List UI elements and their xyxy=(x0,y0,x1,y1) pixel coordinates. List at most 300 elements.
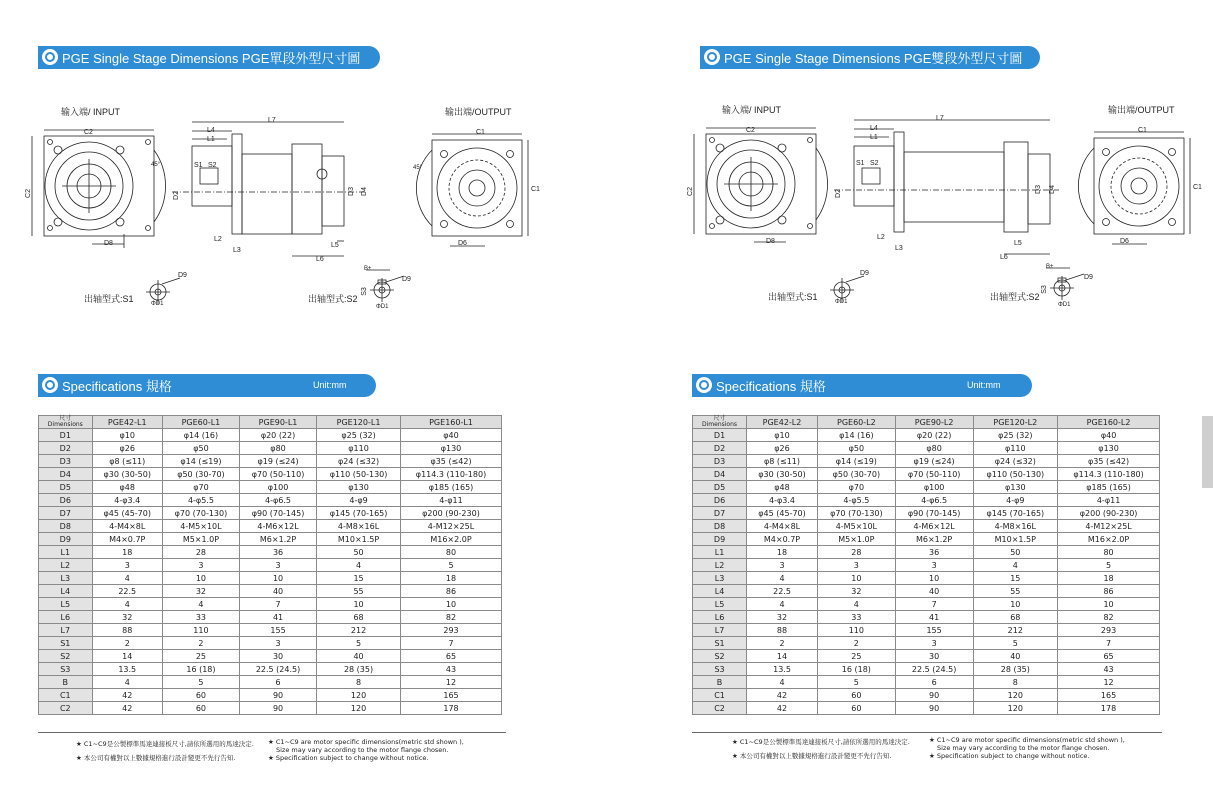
table-cell: 12 xyxy=(401,676,502,689)
table-cell: φ10 xyxy=(747,429,818,442)
dim-l4: L4 xyxy=(207,127,215,134)
table-row xyxy=(39,611,502,624)
table-cell: 42 xyxy=(92,689,162,702)
table-cell: 120 xyxy=(317,689,401,702)
dim-l3: L3 xyxy=(233,247,241,254)
row-header: D7 xyxy=(693,507,747,520)
row-header: L3 xyxy=(39,572,93,585)
note-en-1: ★ C1~C9 are motor specific dimensions(metric std shown ), xyxy=(268,738,464,746)
table-cell: 43 xyxy=(401,663,502,676)
specs-banner xyxy=(38,374,376,397)
table-cell: φ25 (32) xyxy=(973,429,1058,442)
row-header: L5 xyxy=(39,598,93,611)
table-cell: φ145 (70-165) xyxy=(973,507,1058,520)
table-cell: 5 xyxy=(817,676,895,689)
table-cell: 41 xyxy=(895,611,973,624)
table-cell: 28 (35) xyxy=(317,663,401,676)
table-cell: 40 xyxy=(973,650,1058,663)
table-cell: φ25 (32) xyxy=(317,429,401,442)
table-cell: 55 xyxy=(973,585,1058,598)
table-cell: 3 xyxy=(747,559,818,572)
table-cell: 4-φ6.5 xyxy=(895,494,973,507)
dim-l2: L2 xyxy=(214,236,222,243)
table-corner-cell xyxy=(39,416,93,429)
dim-c1-top: C1 xyxy=(476,129,485,136)
table-cell: 4-φ3.4 xyxy=(747,494,818,507)
table-cell: 165 xyxy=(401,689,502,702)
table-cell: φ114.3 (110-180) xyxy=(1058,468,1160,481)
table-cell: 155 xyxy=(239,624,316,637)
shaft-s2-label: 出轴型式:S2 xyxy=(308,294,358,304)
table-cell: φ110 xyxy=(317,442,401,455)
side-view-drawing xyxy=(172,116,372,266)
table-cell: φ14 (≤19) xyxy=(162,455,239,468)
page-edge-tab xyxy=(1202,416,1213,488)
table-cell: φ30 (30-50) xyxy=(747,468,818,481)
note-en-2: ★ Specification subject to change without notice. xyxy=(268,754,429,762)
dim-d3: D3 xyxy=(347,187,355,196)
table-cell: 90 xyxy=(239,702,316,715)
table-row xyxy=(39,494,502,507)
table-row xyxy=(39,520,502,533)
table-cell: 7 xyxy=(895,598,973,611)
dim-l7: L7 xyxy=(268,117,276,124)
table-row xyxy=(693,468,1160,481)
table-cell: M4×0.7P xyxy=(747,533,818,546)
table-row xyxy=(693,455,1160,468)
table-cell: 4-M4×8L xyxy=(747,520,818,533)
table-cell: φ8 (≤11) xyxy=(92,455,162,468)
table-row xyxy=(39,598,502,611)
table-cell: 4-M5×10L xyxy=(817,520,895,533)
output-flange-drawing xyxy=(1072,128,1202,253)
table-cell: 293 xyxy=(401,624,502,637)
table-row xyxy=(39,481,502,494)
table-cell: φ14 (16) xyxy=(817,429,895,442)
table-cell: 32 xyxy=(162,585,239,598)
dim-l6: L6 xyxy=(1000,254,1008,261)
row-header: D3 xyxy=(693,455,747,468)
table-cell: φ8 (≤11) xyxy=(747,455,818,468)
table-cell: φ70 (70-130) xyxy=(817,507,895,520)
table-cell: 22.5 xyxy=(747,585,818,598)
table-cell: φ50 xyxy=(162,442,239,455)
table-cell: 40 xyxy=(239,585,316,598)
table-cell: φ110 (50-130) xyxy=(973,468,1058,481)
table-row xyxy=(39,650,502,663)
table-cell: 33 xyxy=(817,611,895,624)
table-cell: 40 xyxy=(317,650,401,663)
dim-b-s2: B± xyxy=(1046,264,1054,270)
table-cell: 4 xyxy=(92,572,162,585)
table-cell: 16 (18) xyxy=(817,663,895,676)
row-header: C1 xyxy=(39,689,93,702)
note-en-1: ★ C1~C9 are motor specific dimensions(metric std shown ), xyxy=(929,736,1125,744)
table-cell: 178 xyxy=(1058,702,1160,715)
dim-c1-side: C1 xyxy=(1193,184,1202,191)
table-cell: φ70 xyxy=(162,481,239,494)
row-header: D2 xyxy=(693,442,747,455)
table-row xyxy=(39,533,502,546)
note-cn-2: ★ 本公司有權對以上數據規格進行設計變更不先行告知. xyxy=(732,752,892,760)
bullet-icon xyxy=(42,49,58,65)
dim-c1-top: C1 xyxy=(1138,127,1147,134)
output-label: 输出端/OUTPUT xyxy=(445,107,512,117)
table-cell: 43 xyxy=(1058,663,1160,676)
table-cell: 4-M8×16L xyxy=(317,520,401,533)
table-cell: M10×1.5P xyxy=(317,533,401,546)
row-header: B xyxy=(693,676,747,689)
table-cell: 60 xyxy=(817,689,895,702)
table-cell: 42 xyxy=(747,702,818,715)
table-cell: 5 xyxy=(401,559,502,572)
table-cell: φ70 (50-110) xyxy=(895,468,973,481)
note-cn-1: ★ C1~C9是公製標準馬達連接板尺寸,請依所選用的馬達決定. xyxy=(732,738,910,746)
dim-b-s2: B± xyxy=(364,266,372,272)
table-cell: 4-M6×12L xyxy=(895,520,973,533)
corner-label-cn: 尺寸 xyxy=(59,415,72,422)
table-cell: 4 xyxy=(973,559,1058,572)
bullet-icon xyxy=(704,49,720,65)
table-corner-cell xyxy=(693,416,747,429)
table-cell: φ130 xyxy=(973,481,1058,494)
table-cell: 2 xyxy=(747,637,818,650)
table-row xyxy=(39,559,502,572)
table-cell: 14 xyxy=(92,650,162,663)
table-cell: 25 xyxy=(817,650,895,663)
row-header: D5 xyxy=(693,481,747,494)
table-cell: 90 xyxy=(895,689,973,702)
table-cell: 4-M12×25L xyxy=(1058,520,1160,533)
dim-l3: L3 xyxy=(895,245,903,252)
column-header: PGE42-L1 xyxy=(92,416,162,429)
row-header: D3 xyxy=(39,455,93,468)
table-cell: 60 xyxy=(817,702,895,715)
dim-d8: D8 xyxy=(104,240,113,247)
table-cell: 16 (18) xyxy=(162,663,239,676)
table-cell: φ14 (16) xyxy=(162,429,239,442)
table-cell: 32 xyxy=(747,611,818,624)
dim-d4: D4 xyxy=(360,187,368,196)
dimensions-banner xyxy=(38,46,380,69)
table-cell: 42 xyxy=(747,689,818,702)
unit-label: Unit:mm xyxy=(967,380,1001,390)
row-header: D1 xyxy=(693,429,747,442)
table-cell: 82 xyxy=(401,611,502,624)
table-cell: φ100 xyxy=(239,481,316,494)
table-cell: φ35 (≤42) xyxy=(401,455,502,468)
row-header: L7 xyxy=(39,624,93,637)
note-en-1b: Size may vary according to the motor flange chosen. xyxy=(276,746,449,754)
dim-c1-side: C1 xyxy=(531,186,540,193)
table-row xyxy=(693,442,1160,455)
table-cell: 2 xyxy=(817,637,895,650)
table-cell: 293 xyxy=(1058,624,1160,637)
row-header: L6 xyxy=(693,611,747,624)
table-row xyxy=(39,585,502,598)
table-cell: φ30 (30-50) xyxy=(92,468,162,481)
table-header-row xyxy=(693,416,1160,429)
table-cell: M6×1.2P xyxy=(895,533,973,546)
table-cell: φ110 xyxy=(973,442,1058,455)
note-en-2: ★ Specification subject to change without notice. xyxy=(929,752,1090,760)
table-cell: 2 xyxy=(162,637,239,650)
table-row xyxy=(693,663,1160,676)
table-cell: 22.5 (24.5) xyxy=(895,663,973,676)
table-cell: 4-φ11 xyxy=(1058,494,1160,507)
row-header: C2 xyxy=(693,702,747,715)
table-cell: 12 xyxy=(1058,676,1160,689)
dim-d2: D2 xyxy=(834,189,842,198)
row-header: L4 xyxy=(39,585,93,598)
table-row xyxy=(693,481,1160,494)
dim-s3-s2: S3 xyxy=(360,287,368,296)
table-row xyxy=(39,702,502,715)
table-cell: φ48 xyxy=(92,481,162,494)
table-cell: φ24 (≤32) xyxy=(973,455,1058,468)
table-cell: 32 xyxy=(92,611,162,624)
table-cell: 10 xyxy=(239,572,316,585)
table-row xyxy=(693,585,1160,598)
row-header: D4 xyxy=(693,468,747,481)
table-cell: φ90 (70-145) xyxy=(895,507,973,520)
table-cell: 13.5 xyxy=(92,663,162,676)
table-cell: 10 xyxy=(973,598,1058,611)
table-cell: 120 xyxy=(973,689,1058,702)
dim-s1: S1 xyxy=(194,162,203,169)
dim-d8: D8 xyxy=(766,238,775,245)
table-cell: 110 xyxy=(817,624,895,637)
column-header: PGE90-L1 xyxy=(239,416,316,429)
table-cell: 4 xyxy=(747,572,818,585)
dimensions-banner xyxy=(700,46,1040,69)
dim-c2-top: C2 xyxy=(746,127,755,134)
table-row xyxy=(39,455,502,468)
table-cell: φ10 xyxy=(92,429,162,442)
divider xyxy=(38,732,506,733)
table-cell: φ24 (≤32) xyxy=(317,455,401,468)
table-row xyxy=(693,624,1160,637)
table-cell: 110 xyxy=(162,624,239,637)
table-cell: 86 xyxy=(1058,585,1160,598)
dim-l5: L5 xyxy=(1014,240,1022,247)
table-cell: 50 xyxy=(973,546,1058,559)
dim-c2-side: C2 xyxy=(24,189,32,198)
table-cell: M10×1.5P xyxy=(973,533,1058,546)
table-row xyxy=(39,624,502,637)
dim-45deg-out: 45° xyxy=(413,165,423,171)
table-cell: 13.5 xyxy=(747,663,818,676)
row-header: S2 xyxy=(693,650,747,663)
input-label: 输入端/ INPUT xyxy=(722,105,782,115)
table-cell: 4-φ3.4 xyxy=(92,494,162,507)
table-cell: 7 xyxy=(401,637,502,650)
dim-d9-s1: D9 xyxy=(178,272,187,279)
column-header: PGE120-L2 xyxy=(973,416,1058,429)
table-cell: 32 xyxy=(817,585,895,598)
dim-s3-s2: S3 xyxy=(1040,285,1048,294)
bullet-icon xyxy=(42,377,58,393)
column-header: PGE120-L1 xyxy=(317,416,401,429)
table-cell: 41 xyxy=(239,611,316,624)
row-header: L7 xyxy=(693,624,747,637)
table-cell: 10 xyxy=(1058,598,1160,611)
shaft-s1-label: 出轴型式:S1 xyxy=(768,292,818,302)
spec-table xyxy=(692,415,1160,715)
table-cell: φ185 (165) xyxy=(1058,481,1160,494)
table-cell: 2 xyxy=(92,637,162,650)
table-cell: M5×1.0P xyxy=(162,533,239,546)
column-header: PGE42-L2 xyxy=(747,416,818,429)
table-cell: M6×1.2P xyxy=(239,533,316,546)
row-header: D7 xyxy=(39,507,93,520)
table-cell: 88 xyxy=(92,624,162,637)
dim-d9-s1: D9 xyxy=(860,270,869,277)
table-cell: 86 xyxy=(401,585,502,598)
table-cell: φ200 (90-230) xyxy=(1058,507,1160,520)
table-cell: 90 xyxy=(239,689,316,702)
table-cell: 4-φ6.5 xyxy=(239,494,316,507)
row-header: D2 xyxy=(39,442,93,455)
table-cell: 178 xyxy=(401,702,502,715)
table-cell: φ70 (50-110) xyxy=(239,468,316,481)
row-header: L1 xyxy=(39,546,93,559)
row-header: S1 xyxy=(693,637,747,650)
table-cell: 28 xyxy=(817,546,895,559)
table-cell: φ48 xyxy=(747,481,818,494)
table-cell: 55 xyxy=(317,585,401,598)
table-cell: φ130 xyxy=(1058,442,1160,455)
row-header: S1 xyxy=(39,637,93,650)
table-cell: 4-φ5.5 xyxy=(817,494,895,507)
dim-l5: L5 xyxy=(331,242,339,249)
row-header: C2 xyxy=(39,702,93,715)
dim-l2: L2 xyxy=(877,234,885,241)
table-cell: M5×1.0P xyxy=(817,533,895,546)
row-header: L3 xyxy=(693,572,747,585)
table-cell: 3 xyxy=(92,559,162,572)
table-cell: 4 xyxy=(92,598,162,611)
dim-l6: L6 xyxy=(316,256,324,263)
table-row xyxy=(693,507,1160,520)
dim-d1-s1: ΦD1 xyxy=(835,299,848,305)
table-cell: 88 xyxy=(747,624,818,637)
table-cell: 10 xyxy=(317,598,401,611)
table-cell: φ90 (70-145) xyxy=(239,507,316,520)
specs-title: Specifications 規格 xyxy=(62,379,172,394)
table-cell: φ19 (≤24) xyxy=(239,455,316,468)
table-row xyxy=(693,676,1160,689)
table-cell: φ35 (≤42) xyxy=(1058,455,1160,468)
shaft-s1-label: 出轴型式:S1 xyxy=(84,294,134,304)
unit-label: Unit:mm xyxy=(313,380,347,390)
table-cell: 80 xyxy=(1058,546,1160,559)
table-cell: 5 xyxy=(317,637,401,650)
table-cell: 4 xyxy=(817,598,895,611)
table-cell: φ114.3 (110-180) xyxy=(401,468,502,481)
dim-d6: D6 xyxy=(1120,238,1129,245)
divider xyxy=(692,732,1162,733)
table-row xyxy=(693,650,1160,663)
table-cell: φ45 (45-70) xyxy=(92,507,162,520)
table-row xyxy=(693,702,1160,715)
row-header: C1 xyxy=(693,689,747,702)
output-flange-drawing xyxy=(410,130,540,255)
table-cell: 22.5 (24.5) xyxy=(239,663,316,676)
table-cell: φ26 xyxy=(747,442,818,455)
table-cell: φ145 (70-165) xyxy=(317,507,401,520)
table-row xyxy=(39,663,502,676)
table-cell: 7 xyxy=(239,598,316,611)
dim-d6: D6 xyxy=(458,240,467,247)
gear-housing xyxy=(242,154,292,234)
dim-45deg: 45° xyxy=(151,162,161,168)
specs-title: Specifications 規格 xyxy=(716,379,826,394)
row-header: D9 xyxy=(39,533,93,546)
row-header: L5 xyxy=(693,598,747,611)
left-page xyxy=(0,0,600,797)
table-cell: 36 xyxy=(239,546,316,559)
table-cell: 4 xyxy=(162,598,239,611)
table-row xyxy=(39,507,502,520)
input-label: 输入端/ INPUT xyxy=(61,107,121,117)
row-header: D1 xyxy=(39,429,93,442)
corner-label-en: Dimensions xyxy=(47,421,83,428)
table-cell: φ20 (22) xyxy=(239,429,316,442)
shaft-s2-label: 出轴型式:S2 xyxy=(990,292,1040,302)
side-view-drawing xyxy=(834,114,1064,264)
row-header: L2 xyxy=(693,559,747,572)
table-cell: 3 xyxy=(895,559,973,572)
table-cell: 25 xyxy=(162,650,239,663)
row-header: D8 xyxy=(39,520,93,533)
dim-d3: D3 xyxy=(1034,185,1042,194)
column-header: PGE90-L2 xyxy=(895,416,973,429)
row-header: S2 xyxy=(39,650,93,663)
table-cell: φ40 xyxy=(1058,429,1160,442)
table-cell: 8 xyxy=(973,676,1058,689)
table-cell: 60 xyxy=(162,689,239,702)
table-cell: 7 xyxy=(1058,637,1160,650)
table-row xyxy=(693,520,1160,533)
table-cell: 212 xyxy=(973,624,1058,637)
table-row xyxy=(39,676,502,689)
table-cell: φ14 (≤19) xyxy=(817,455,895,468)
table-cell: φ50 xyxy=(817,442,895,455)
table-cell: φ130 xyxy=(317,481,401,494)
dim-d1-s2: ΦD1 xyxy=(376,304,389,310)
table-row xyxy=(39,429,502,442)
dim-d9-s2: D9 xyxy=(402,276,411,283)
table-cell: M4×0.7P xyxy=(92,533,162,546)
note-en-1b: Size may vary according to the motor flange chosen. xyxy=(937,744,1110,752)
table-cell: M16×2.0P xyxy=(401,533,502,546)
row-header: L6 xyxy=(39,611,93,624)
table-cell: 6 xyxy=(239,676,316,689)
note-cn-1: ★ C1~C9是公製標準馬達連接板尺寸,請依所選用的馬達決定. xyxy=(76,740,254,748)
row-header: L1 xyxy=(693,546,747,559)
table-cell: 60 xyxy=(162,702,239,715)
table-cell: 155 xyxy=(895,624,973,637)
table-cell: 4-M4×8L xyxy=(92,520,162,533)
table-row xyxy=(39,546,502,559)
dim-d1-s1: ΦD1 xyxy=(151,301,164,307)
dim-s1: S1 xyxy=(856,160,865,167)
table-cell: 4-φ9 xyxy=(317,494,401,507)
table-cell: 50 xyxy=(317,546,401,559)
table-cell: φ200 (90-230) xyxy=(401,507,502,520)
dim-c2-top: C2 xyxy=(84,129,93,136)
